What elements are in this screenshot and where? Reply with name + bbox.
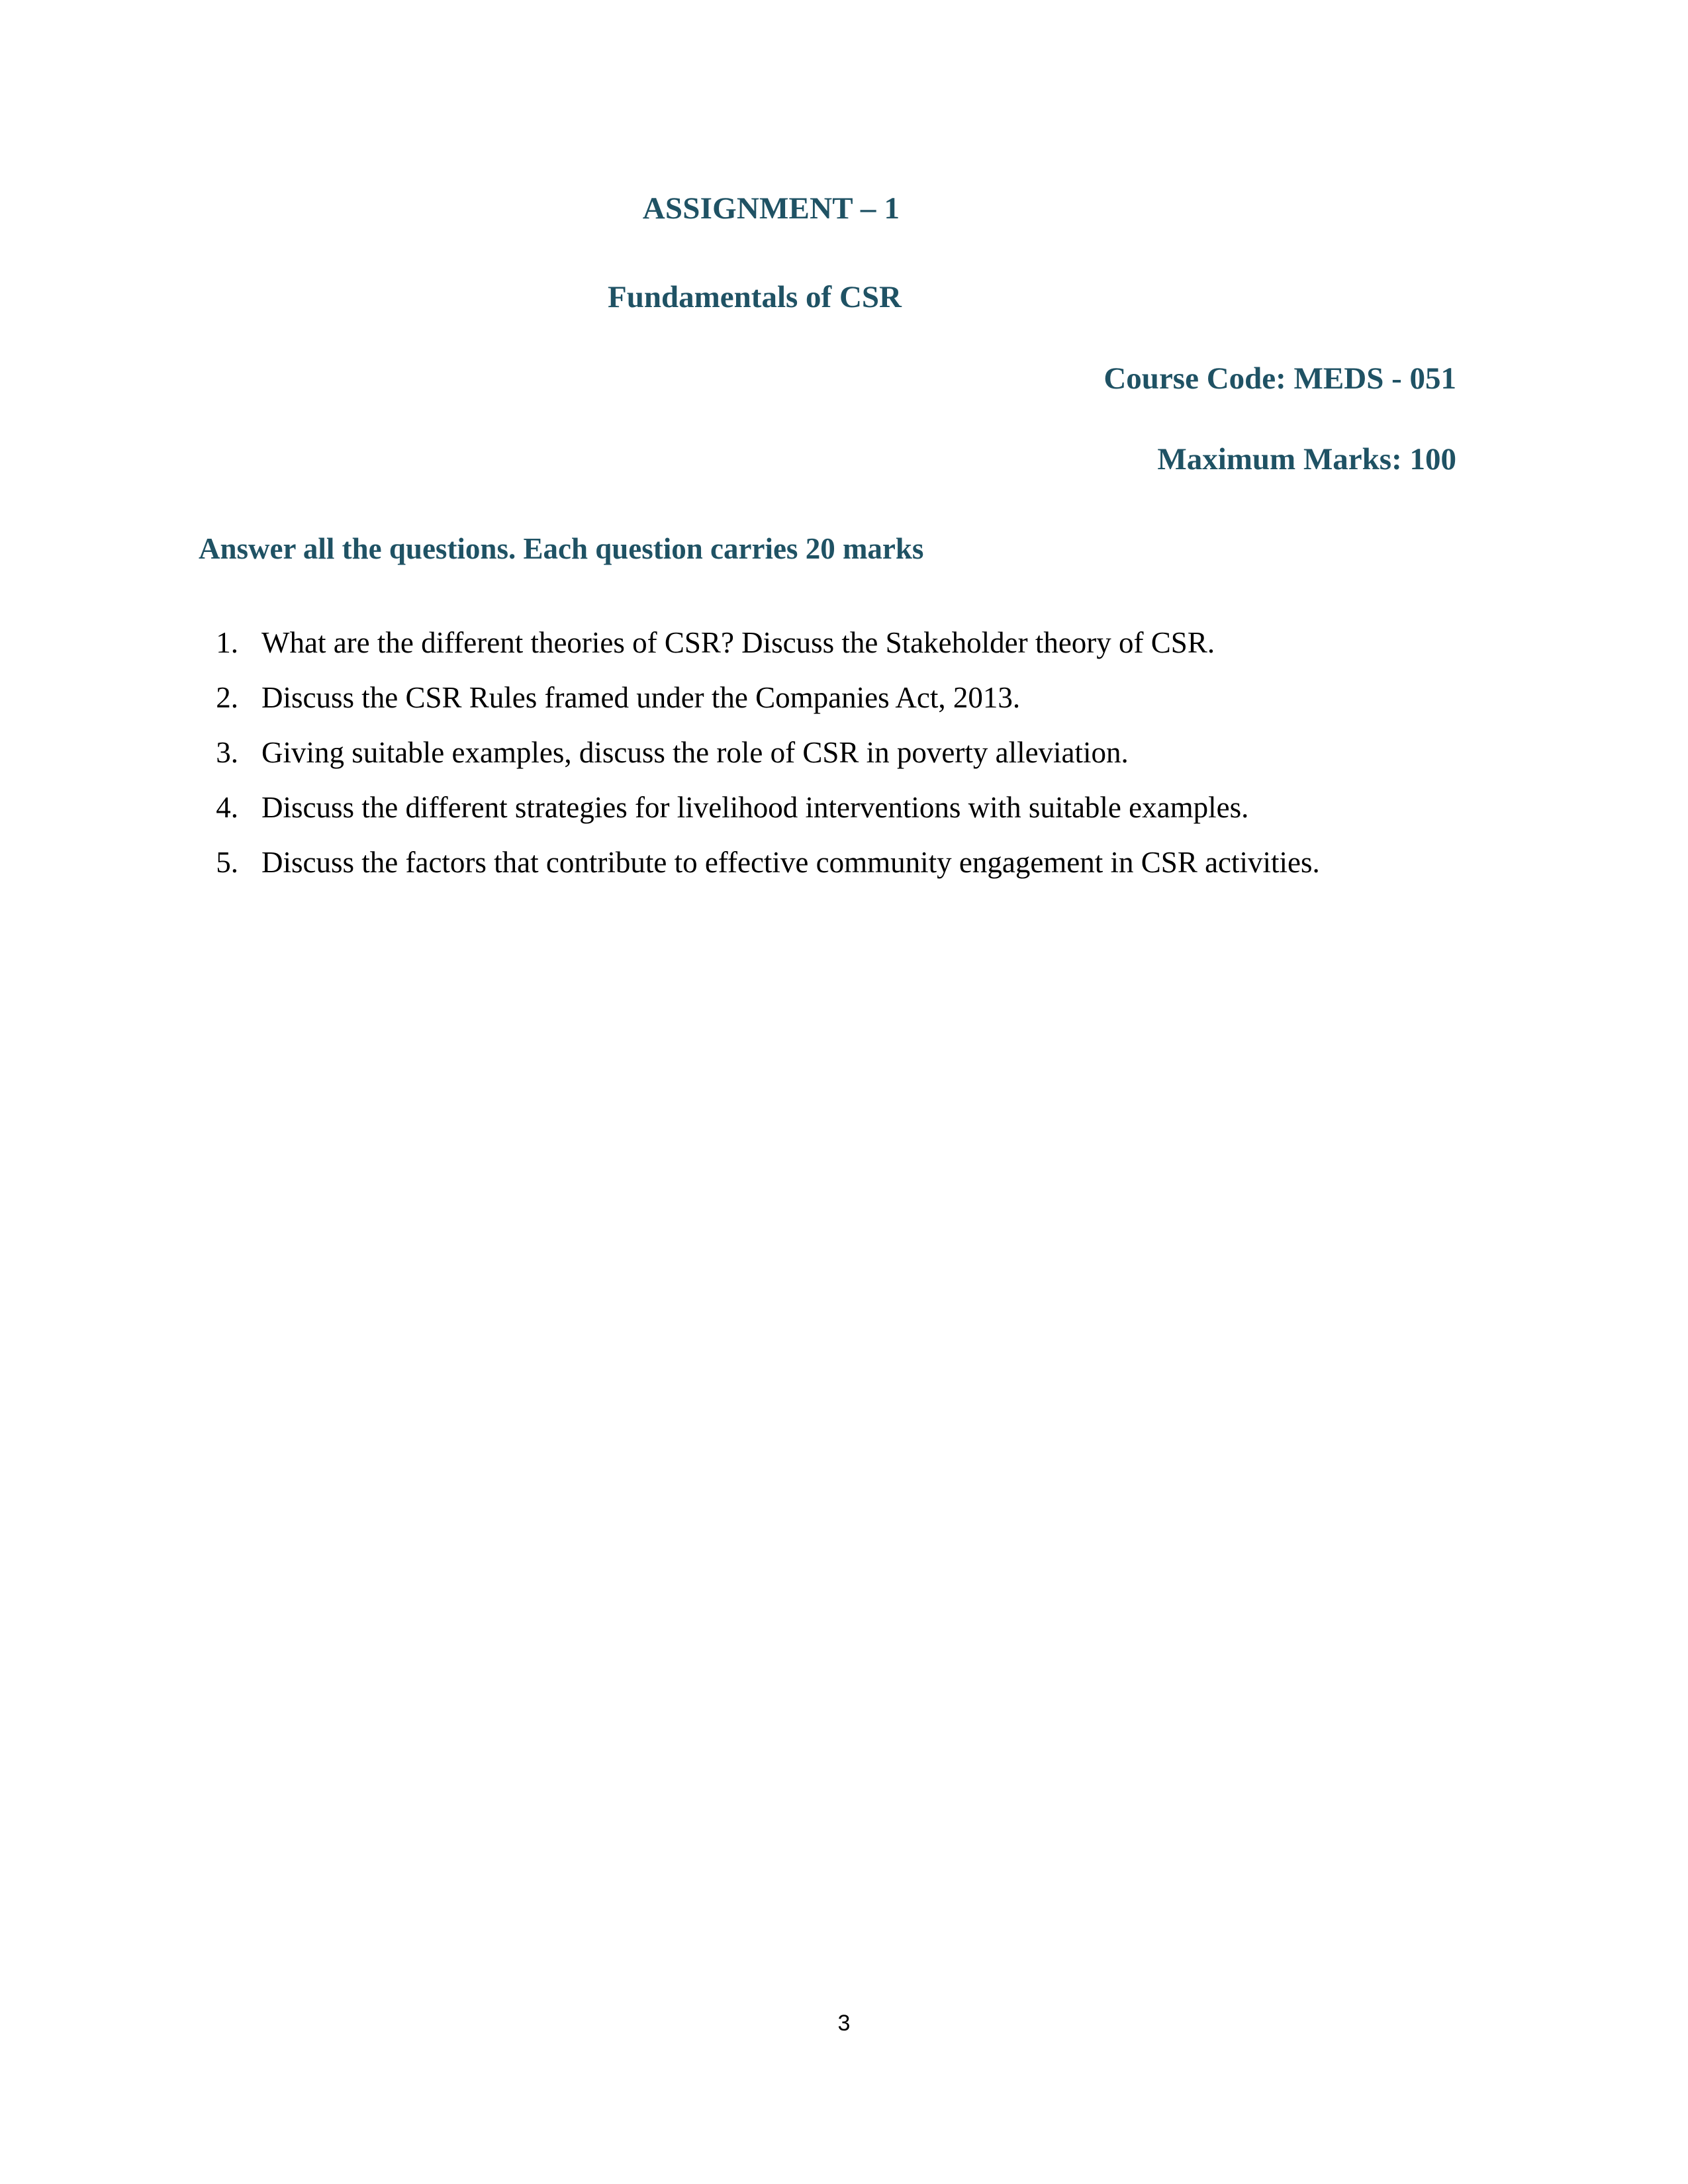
list-item xyxy=(199,725,1516,780)
page-number: 3 xyxy=(837,2011,851,2036)
question-number: 4. xyxy=(216,791,238,824)
list-item xyxy=(199,615,1516,670)
page-title: ASSIGNMENT – 1 xyxy=(642,191,900,226)
question-number: 1. xyxy=(216,626,238,659)
course-subtitle: Fundamentals of CSR xyxy=(608,280,902,314)
list-item xyxy=(199,780,1516,835)
question-text: Discuss the different strategies for livelihood interventions with suitable examples. xyxy=(261,791,1249,824)
question-number: 3. xyxy=(216,736,238,769)
instruction-text: Answer all the questions. Each question carries 20 marks xyxy=(199,532,924,565)
question-number: 5. xyxy=(216,846,238,879)
list-item xyxy=(199,835,1516,890)
question-text: What are the different theories of CSR? Discuss the Stakeholder theory of CSR. xyxy=(261,626,1215,659)
question-text: Discuss the factors that contribute to effective community engagement in CSR activities. xyxy=(261,846,1320,879)
question-text: Discuss the CSR Rules framed under the Companies Act, 2013. xyxy=(261,681,1021,714)
course-code: Course Code: MEDS - 051 xyxy=(1103,361,1456,396)
question-text: Giving suitable examples, discuss the role of CSR in poverty alleviation. xyxy=(261,736,1129,769)
question-list xyxy=(199,615,1516,890)
maximum-marks: Maximum Marks: 100 xyxy=(1157,442,1456,477)
question-number: 2. xyxy=(216,681,238,714)
list-item xyxy=(199,670,1516,725)
